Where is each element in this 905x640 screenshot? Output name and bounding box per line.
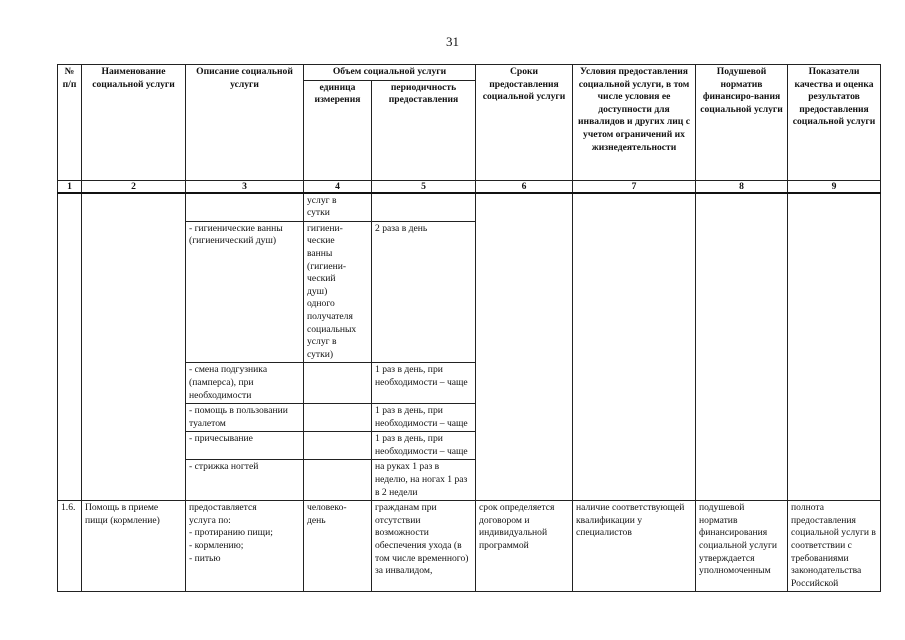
column-number: 6: [476, 180, 573, 193]
column-number: 8: [696, 180, 788, 193]
row-description: - причесывание: [186, 432, 304, 460]
header-num: № п/п: [58, 65, 82, 181]
row-unit: гигиени- ческие ванны (гигиени- ческий душ) одного получателя социальных услуг в сутки): [304, 221, 372, 363]
service-terms: срок определяется договором и индивидуальной программой: [476, 501, 573, 592]
table-row: [58, 193, 881, 222]
service-description: предоставляется услуга по: - протиранию пищи; - кормлению; - питью: [186, 501, 304, 592]
column-number-row: [58, 180, 881, 193]
service-number: 1.6.: [58, 501, 82, 592]
row-periodicity: 2 раза в день: [372, 221, 476, 363]
header-periodicity: периодичность предоставления: [372, 80, 476, 180]
row-description: - смена подгузника (памперса), при необходимости: [186, 363, 304, 404]
column-number: 4: [304, 180, 372, 193]
column-number: 2: [82, 180, 186, 193]
empty-cell: [58, 193, 82, 501]
row-periodicity: 1 раз в день, при необходимости – чаще: [372, 432, 476, 460]
row-description: - стрижка ногтей: [186, 460, 304, 501]
page-number: 31: [446, 34, 459, 49]
empty-cell: [696, 193, 788, 501]
empty-cell: [476, 193, 573, 501]
header-norm: Подушевой норматив финансиро-вания социальной услуги: [696, 65, 788, 181]
service-conditions: наличие соответствующей квалификации у специалистов: [573, 501, 696, 592]
service-norm: подушевой норматив финансирования социальной услуги утверждается уполномоченным: [696, 501, 788, 592]
empty-cell: [788, 193, 881, 501]
row-unit: [304, 404, 372, 432]
service-indicators: полнота предоставления социальной услуги в соответствии с требованиями законодательства Российской: [788, 501, 881, 592]
row-periodicity: 1 раз в день, при необходимости – чаще: [372, 404, 476, 432]
empty-cell: [186, 193, 304, 222]
unit-continuation: услуг в сутки: [304, 193, 372, 222]
row-description: - гигиенические ванны (гигиенический душ): [186, 221, 304, 363]
social-services-table: [57, 64, 881, 592]
header-unit: единица измерения: [304, 80, 372, 180]
header-terms: Сроки предоставления социальной услуги: [476, 65, 573, 181]
empty-cell: [82, 193, 186, 501]
column-number: 3: [186, 180, 304, 193]
column-number: 5: [372, 180, 476, 193]
row-description: - помощь в пользовании туалетом: [186, 404, 304, 432]
row-periodicity: на руках 1 раз в неделю, на ногах 1 раз в 2 недели: [372, 460, 476, 501]
column-number: 7: [573, 180, 696, 193]
column-number: 9: [788, 180, 881, 193]
empty-cell: [573, 193, 696, 501]
header-conditions: Условия предоставления социальной услуги, в том числе условия ее доступности для инвалидов и других лиц с учетом ограничений их жизнедеятельности: [573, 65, 696, 181]
empty-cell: [372, 193, 476, 222]
service-periodicity: гражданам при отсутствии возможности обеспечения ухода (в том числе временного) за инвалидом,: [372, 501, 476, 592]
row-unit: [304, 363, 372, 404]
service-unit: человеко- день: [304, 501, 372, 592]
row-unit: [304, 432, 372, 460]
header-volume: Объем социальной услуги: [304, 65, 476, 81]
column-number: 1: [58, 180, 82, 193]
header-description: Описание социальной услуги: [186, 65, 304, 181]
header-indicators: Показатели качества и оценка результатов предоставления социальной услуги: [788, 65, 881, 181]
service-row-1-6: [58, 501, 881, 592]
service-name: Помощь в приеме пищи (кормление): [82, 501, 186, 592]
header-row-1: [58, 65, 881, 81]
row-periodicity: 1 раз в день, при необходимости – чаще: [372, 363, 476, 404]
header-name: Наименование социальной услуги: [82, 65, 186, 181]
row-unit: [304, 460, 372, 501]
